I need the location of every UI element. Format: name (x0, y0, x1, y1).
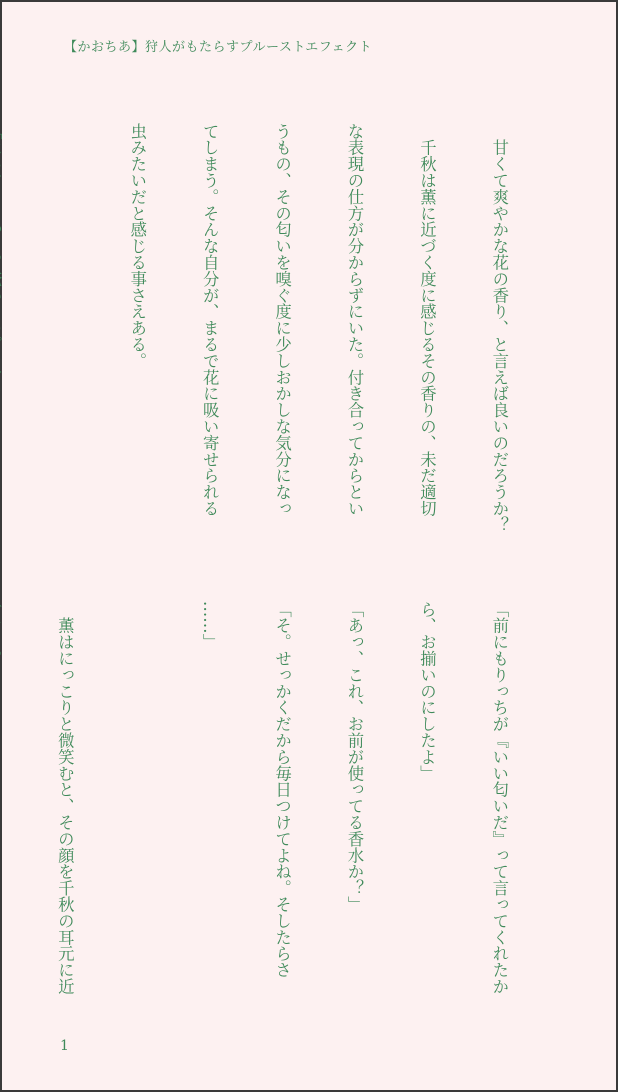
page-number: 1 (60, 1038, 69, 1054)
text-line: ら、お揃いのにしたよ」 (417, 600, 437, 782)
text-line (0, 123, 2, 435)
text-line: 「そ。せっかくだから毎日つけてよね。そしたらさ (272, 600, 292, 979)
text-line: 薫はにっこりと微笑むと、その顔を千秋の耳元に近 (55, 600, 75, 995)
text-line: 虫みたいだと感じる事さえある。 (127, 122, 147, 369)
text-line (0, 601, 2, 667)
text-line: ……」 (200, 600, 220, 651)
text-line: てしまう。そんな自分が、まるで花に吸い寄せられる (200, 122, 220, 517)
page-header-title: 【かおちあ】狩人がもたらすプルーストエフェクト (64, 40, 373, 55)
text-line: 「あっ、これ、お前が使ってる香水か？」 (344, 600, 364, 913)
upper-text-block (0, 102, 553, 542)
text-line: 千秋は薫に近づく度に感じるその香りの、未だ適切 (417, 122, 437, 517)
lower-text-block (0, 580, 553, 1020)
text-line: 「前にもりっちが『いい匂いだ』って言ってくれたか (489, 600, 509, 995)
text-line: 甘くて爽やかな花の香り、と言えば良いのだろうか？ (489, 122, 509, 533)
text-line: な表現の仕方が分からずにいた。付き合ってからとい (344, 122, 364, 517)
text-line: うもの、その匂いを嗅ぐ度に少しおかしな気分になっ (272, 122, 292, 517)
